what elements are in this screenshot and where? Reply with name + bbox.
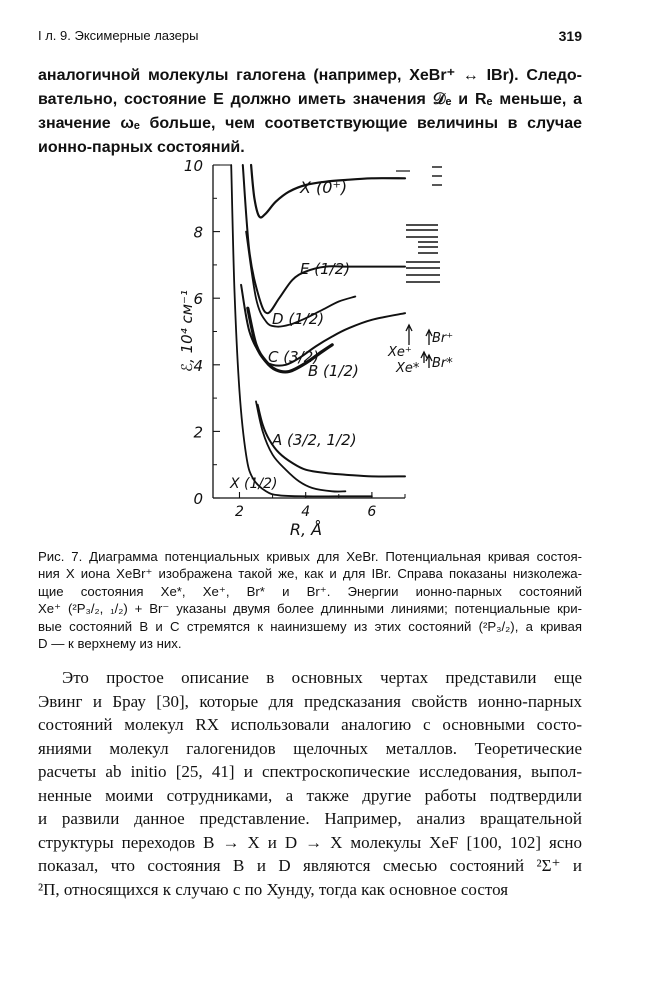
potential-curve [256, 401, 345, 491]
caption-line: ния X иона XeBr⁺ изображена такой же, как и для IBr. Справа показаны низколежа- [38, 566, 582, 582]
caption-line: щие состояния Xe*, Xe⁺, Br* и Br⁺. Энергии ионно-парных состояний [38, 583, 582, 599]
caption-line: D — к верхнему из них. [38, 636, 182, 652]
text-line: аналогичной молекулы галогена (например, XeBr⁺ ↔ IBr). Следо- [38, 67, 582, 84]
text-line: показал, что состояния B и D являются смесью состояний ²Σ⁺ и [38, 856, 582, 875]
text-line: Это простое описание в основных чертах представили еще [62, 668, 582, 687]
potential-curve [246, 232, 355, 327]
caption-line: вые состояний B и C стремятся к наинизшему из этих состояний (²P₃/₂), а кривая [38, 618, 582, 634]
potential-curve [241, 285, 405, 366]
text-line: ионно-парных состояний. [38, 139, 245, 156]
xe-plus-arrow-head [406, 325, 412, 331]
curve-label: X (1/2) [230, 476, 278, 492]
potential-curve [243, 165, 405, 313]
y-tick-label: 8 [193, 223, 203, 242]
curve-label: A (3/2, 1/2) [272, 431, 357, 449]
x-tick-label: 4 [301, 504, 311, 520]
y-tick-label: 4 [193, 356, 203, 375]
text-line: ²П, относящихся к случаю c по Хунду, тогда как основное состоя [38, 879, 509, 899]
page-number: 319 [558, 28, 582, 44]
text-line: и развили данное представление. Например, анализ вращательной [38, 809, 582, 828]
curve-label: X (0⁺) [300, 178, 348, 197]
chart-axes [213, 165, 405, 498]
potential-curve [248, 308, 332, 372]
br-star-arrow-head [426, 355, 432, 361]
x-axis-label: R, Å [289, 520, 323, 539]
x-tick-label: 2 [235, 504, 244, 520]
curve-label: Xe* [396, 361, 420, 376]
top-paragraph [38, 64, 582, 160]
text-line: структуры переходов B → X и D → X молекулы XeF [100, 102] ясно [38, 832, 582, 852]
caption-line: Xe⁺ (²P₃/₂, ₁/₂) + Br⁻ указаны двумя более длинными линиями; потенциальные кри- [38, 601, 582, 617]
y-tick-label: 10 [183, 157, 203, 175]
caption-line: Рис. 7. Диаграмма потенциальных кривых для XeBr. Потенциальная кривая состоя- [38, 549, 582, 564]
text-line: расчеты ab initio [25, 41] и спектроскопические исследования, выпол- [38, 762, 582, 781]
text-line: значение ωₑ больше, чем соответствующие величины в случае [38, 115, 582, 132]
curve-label: Xe⁺ [388, 345, 412, 360]
potential-curve [258, 405, 405, 477]
y-tick-label: 6 [193, 290, 203, 309]
text-line: Эвинг и Брау [30], которые для предсказания свойств ионно-парных [38, 691, 582, 711]
page-header [38, 28, 582, 48]
atomic-levels [396, 167, 442, 368]
curve-label: C (3/2) [268, 348, 320, 366]
text-line: ненные моими сотрудниками, а также другие работы подтвердили [38, 785, 582, 805]
curve-label: E (1/2) [300, 260, 351, 278]
y-tick-label: 2 [193, 423, 203, 442]
y-axis-label: ℰ, 10⁴ см⁻¹ [178, 290, 196, 372]
bottom-paragraph [38, 666, 582, 901]
y-tick-label: 0 [193, 490, 203, 508]
text-line: состояний молекул RX использовали аналогию с основными состо- [38, 715, 582, 734]
curve-label: Br* [432, 356, 453, 371]
curve-label: D (1/2) [272, 310, 325, 328]
potential-curve [231, 165, 372, 496]
potential-curve [251, 165, 405, 217]
chart-ticks [184, 157, 405, 520]
chart-labels [178, 178, 453, 539]
curve-label: B (1/2) [308, 362, 359, 380]
xe-star-arrow-head [421, 352, 427, 358]
text-line: яниями молекул галогенидов щелочных металлов. Теоретические [38, 738, 582, 758]
figure-caption [38, 548, 582, 652]
running-head: I л. 9. Эксимерные лазеры [38, 28, 199, 43]
curve-label: Br⁺ [432, 331, 454, 346]
chart-curves [231, 165, 405, 496]
x-tick-label: 6 [367, 504, 377, 520]
br-plus-arrow-head [426, 330, 432, 336]
text-line: вательно, состояние E должно иметь значения 𝒟ₑ и Rₑ меньше, а [38, 91, 582, 108]
